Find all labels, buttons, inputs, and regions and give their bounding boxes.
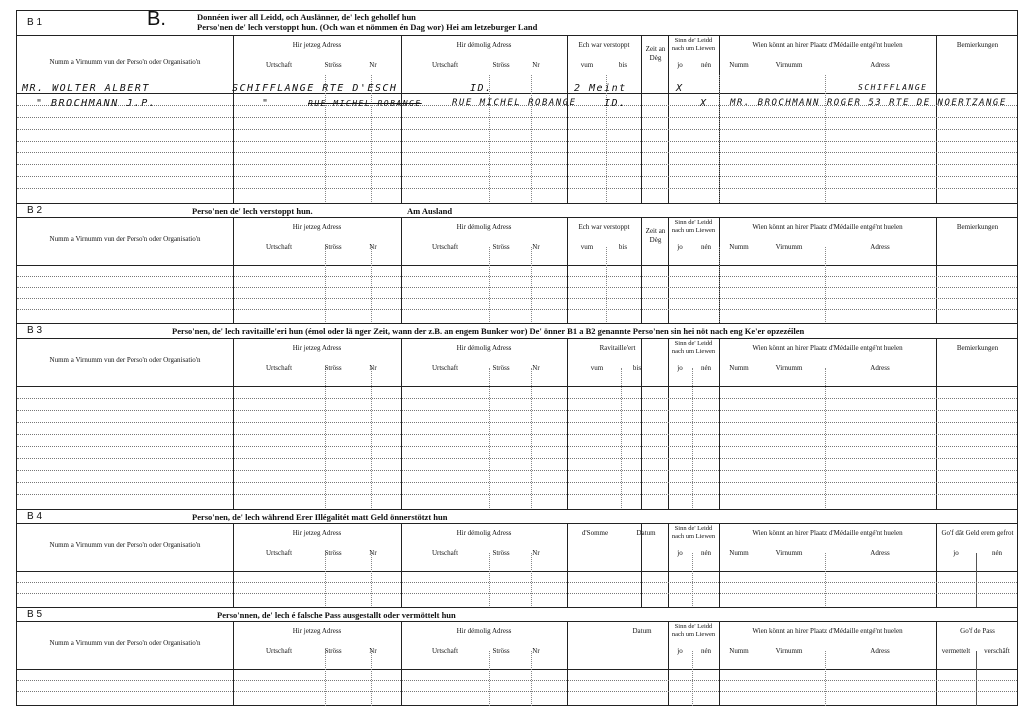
handwritten-entry: " BROCHMANN J.P. (36, 98, 157, 109)
column-rule (936, 338, 937, 510)
sub-column-rule (371, 75, 372, 204)
medal-label: Wien könnt an hirer Plaatz d'Médaille entgé'nt huelen (752, 41, 903, 49)
time-label: Zeit an Dèg (645, 45, 666, 62)
row-rule (17, 593, 1017, 594)
number-label: Nr (532, 647, 540, 655)
sub-column-rule (371, 247, 372, 324)
place-label: Urtschaft (431, 364, 459, 372)
street-label: Ströss (492, 647, 510, 655)
sub-column-rule (531, 553, 532, 608)
old-address-label: Hir démolig Adress (456, 344, 512, 352)
firstname-label: Virnumm (775, 61, 803, 69)
number-label: Nr (532, 364, 540, 372)
sub-column-rule (531, 247, 532, 324)
passport-label: Go'f de Pass (960, 627, 995, 635)
sub-column-rule (719, 75, 720, 204)
medal-label: Wien könnt an hirer Plaatz d'Médaille entgé'nt huelen (752, 223, 903, 231)
surname-label: Numm (729, 647, 749, 655)
address-label: Adress (870, 549, 890, 557)
no-label: nén (700, 647, 712, 655)
column-rule (233, 217, 234, 324)
b5-section (16, 607, 1018, 706)
yes-label: jo (677, 549, 683, 557)
remarks-label: Bemierkungen (956, 344, 999, 352)
sub-column-rule (621, 368, 622, 510)
row-rule (17, 176, 1017, 177)
surname-label: Numm (729, 364, 749, 372)
old-address-label: Hir démolig Adress (456, 223, 512, 231)
row-rule (17, 298, 1017, 299)
medal-label: Wien könnt an hirer Plaatz d'Médaille entgé'nt huelen (752, 627, 903, 635)
column-rule (567, 621, 568, 706)
row-rule (17, 494, 1017, 495)
sub-column-rule (489, 75, 490, 204)
name-column-label: Numm a Virnumm vun der Perso'n oder Organisatio'n (49, 58, 201, 66)
column-rule (936, 35, 937, 204)
firstname-label: Virnumm (775, 243, 803, 251)
row-rule (17, 309, 1017, 310)
mediated-label: vermettelt (941, 647, 971, 655)
no-label: nén (700, 61, 712, 69)
sub-column-rule (606, 75, 607, 204)
section-code: B 3 (27, 325, 43, 336)
medal-label: Wien könnt an hirer Plaatz d'Médaille entgé'nt huelen (752, 529, 903, 537)
alive-label: Sinn de' Leidd nach um Liewen (671, 623, 716, 638)
sub-column-rule (489, 368, 490, 510)
handwritten-entry: 2 Meint (574, 83, 627, 94)
remarks-label: Bemierkungen (956, 223, 999, 231)
sub-column-rule (976, 651, 977, 706)
street-label: Ströss (324, 61, 342, 69)
street-label: Ströss (324, 364, 342, 372)
sub-column-rule (531, 75, 532, 204)
sub-column-rule (976, 553, 977, 608)
no-label: nén (700, 364, 712, 372)
row-rule (17, 458, 1017, 459)
row-rule (17, 691, 1017, 692)
place-label: Urtschaft (265, 647, 293, 655)
sub-column-rule (692, 553, 693, 608)
alive-label: Sinn de' Leidd nach um Liewen (671, 219, 716, 234)
b5-title: Perso'nnen, de' lech é falsche Pass ausgestallt oder vermöttelt hun (217, 610, 456, 620)
surname-label: Numm (729, 243, 749, 251)
sub-column-rule (325, 368, 326, 510)
row-rule (17, 129, 1017, 130)
column-rule (567, 217, 568, 324)
sub-column-rule (531, 651, 532, 706)
row-rule (17, 680, 1017, 681)
section-header-rule (17, 621, 1017, 622)
until-label: bis (618, 243, 628, 251)
street-label: Ströss (492, 549, 510, 557)
row-rule (17, 398, 1017, 399)
sub-column-rule (371, 553, 372, 608)
name-column-label: Numm a Virnumm vun der Perso'n oder Organisatio'n (49, 541, 201, 549)
alive-label: Sinn de' Leidd nach um Liewen (671, 340, 716, 355)
number-label: Nr (369, 647, 377, 655)
number-label: Nr (369, 61, 377, 69)
street-label: Ströss (324, 549, 342, 557)
row-rule (17, 164, 1017, 165)
b2-title: Perso'nen de' lech verstoppt hun. (192, 206, 313, 216)
handwritten-entry: ID. (470, 83, 493, 94)
from-label: vum (590, 364, 604, 372)
address-label: Adress (870, 647, 890, 655)
until-label: bis (618, 61, 628, 69)
address-label: Adress (870, 243, 890, 251)
supplied-label: Ravitaille'ert (599, 344, 636, 352)
street-label: Ströss (324, 243, 342, 251)
number-label: Nr (369, 364, 377, 372)
sub-column-rule (325, 651, 326, 706)
sub-column-rule (489, 651, 490, 706)
row-rule (17, 152, 1017, 153)
firstname-label: Virnumm (775, 364, 803, 372)
sub-column-rule (692, 651, 693, 706)
alive-label: Sinn de' Leidd nach um Liewen (671, 37, 716, 52)
b1-title: Donnéen iwer all Leidd, och Auslänner, de' lech gehollef hun (197, 12, 416, 22)
row-rule (17, 422, 1017, 423)
place-label: Urtschaft (431, 549, 459, 557)
remarks-label: Bemierkungen (956, 41, 999, 49)
b4-title: Perso'nen, de' lech während Erer Illégalitét matt Geld önnerstötzt hun (192, 512, 448, 522)
address-label: Adress (870, 61, 890, 69)
section-code: B 2 (27, 204, 43, 216)
sub-column-rule (489, 247, 490, 324)
current-address-label: Hir jetzeg Adress (292, 344, 342, 352)
sub-column-rule (325, 247, 326, 324)
place-label: Urtschaft (431, 243, 459, 251)
section-code: B 4 (27, 510, 43, 522)
b3-section (16, 323, 1018, 510)
yes-label: jo (677, 647, 683, 655)
date-label: Datum (636, 529, 656, 537)
hidden-label: Ech war verstoppt (578, 223, 630, 231)
place-label: Urtschaft (265, 364, 293, 372)
yes-label: jo (677, 61, 683, 69)
column-rule (401, 217, 402, 324)
current-address-label: Hir jetzeg Adress (292, 41, 342, 49)
form-letter: B. (147, 8, 166, 30)
from-label: vum (580, 243, 594, 251)
no-label: nén (700, 549, 712, 557)
street-label: Ströss (324, 647, 342, 655)
handwritten-entry: MR. WOLTER ALBERT (22, 83, 150, 94)
section-code: B 1 (27, 17, 43, 28)
medal-label: Wien könnt an hirer Plaatz d'Médaille entgé'nt huelen (752, 344, 903, 352)
sub-column-rule (825, 75, 826, 204)
sub-column-rule (531, 368, 532, 510)
yes-label: jo (677, 243, 683, 251)
sub-column-rule (825, 651, 826, 706)
row-rule (17, 470, 1017, 471)
handwritten-entry: " (262, 98, 270, 109)
handwritten-entry: RUE MICHEL ROBANGE (452, 98, 577, 108)
current-address-label: Hir jetzeg Adress (292, 627, 342, 635)
no-label: nén (700, 243, 712, 251)
b3-title: Perso'nen, de' lech ravitaille'eri hun (émol oder lä nger Zeit, wann der z.B. an engem Bunker wor) De' önner B1 a B2 genannte Perso'nen sin hei nöt nach eng Ke'er opzezéilen (172, 326, 805, 336)
street-label: Ströss (492, 364, 510, 372)
handwritten-entry: SCHIFFLANGE RTE D'ESCH (232, 83, 398, 94)
b1-subtitle: Perso'nen de' lech verstoppt hun. (Och wan et nömmen én Dag wor) Hei am letzeburger Land (197, 22, 538, 32)
place-label: Urtschaft (265, 243, 293, 251)
name-column-label: Numm a Virnumm vun der Perso'n oder Organisatio'n (49, 639, 201, 647)
old-address-label: Hir démolig Adress (456, 41, 512, 49)
column-header-rule (17, 386, 1017, 387)
place-label: Urtschaft (265, 549, 293, 557)
section-header-rule (17, 35, 1017, 36)
column-header-rule (17, 93, 1017, 94)
number-label: Nr (532, 61, 540, 69)
handwritten-entry: RUE MICHEL ROBANGE (308, 99, 422, 108)
time-label: Zeit an Dèg (645, 227, 666, 244)
firstname-label: Virnumm (775, 647, 803, 655)
row-rule (17, 410, 1017, 411)
sub-column-rule (692, 368, 693, 510)
number-label: Nr (532, 243, 540, 251)
yes-label: jo (677, 364, 683, 372)
sum-label: d'Somme (581, 529, 609, 537)
section-header-rule (17, 338, 1017, 339)
yes-label: jo (953, 549, 959, 557)
name-column-label: Numm a Virnumm vun der Perso'n oder Organisatio'n (49, 356, 201, 364)
row-rule (17, 287, 1017, 288)
until-label: bis (632, 364, 642, 372)
column-header-rule (17, 669, 1017, 670)
street-label: Ströss (492, 243, 510, 251)
row-rule (17, 141, 1017, 142)
row-rule (17, 446, 1017, 447)
column-header-rule (17, 571, 1017, 572)
sub-column-rule (325, 75, 326, 204)
row-rule (17, 582, 1017, 583)
current-address-label: Hir jetzeg Adress (292, 529, 342, 537)
b4-section (16, 509, 1018, 608)
street-label: Ströss (492, 61, 510, 69)
old-address-label: Hir démolig Adress (456, 529, 512, 537)
from-label: vum (580, 61, 594, 69)
handwritten-entry: ID. (604, 98, 627, 109)
handwritten-entry: X (676, 83, 684, 94)
current-address-label: Hir jetzeg Adress (292, 223, 342, 231)
sub-column-rule (825, 247, 826, 324)
no-label: nén (991, 549, 1003, 557)
sub-column-rule (489, 553, 490, 608)
number-label: Nr (369, 243, 377, 251)
row-rule (17, 188, 1017, 189)
place-label: Urtschaft (431, 647, 459, 655)
sub-column-rule (606, 247, 607, 324)
place-label: Urtschaft (431, 61, 459, 69)
row-rule (17, 117, 1017, 118)
hidden-label: Ech war verstoppt (578, 41, 630, 49)
place-label: Urtschaft (265, 61, 293, 69)
sub-column-rule (825, 368, 826, 510)
sub-column-rule (371, 368, 372, 510)
row-rule (17, 482, 1017, 483)
section-header-rule (17, 217, 1017, 218)
alive-label: Sinn de' Leidd nach um Liewen (671, 525, 716, 540)
sub-column-rule (825, 553, 826, 608)
row-rule (17, 434, 1017, 435)
handwritten-entry: SCHIFFLANGE (858, 83, 928, 92)
b2-section (16, 203, 1018, 324)
b2-title-location: Am Ausland (407, 206, 453, 216)
surname-label: Numm (729, 549, 749, 557)
money-asked-label: Go'f dât Geld erem gefrot (941, 529, 1014, 537)
name-column-label: Numm a Virnumm vun der Perso'n oder Organisatio'n (49, 235, 201, 243)
row-rule (17, 276, 1017, 277)
address-label: Adress (870, 364, 890, 372)
sub-column-rule (719, 247, 720, 324)
surname-label: Numm (729, 61, 749, 69)
number-label: Nr (532, 549, 540, 557)
sub-column-rule (325, 553, 326, 608)
column-rule (936, 217, 937, 324)
date-label: Datum (632, 627, 652, 635)
firstname-label: Virnumm (775, 549, 803, 557)
section-code: B 5 (27, 608, 43, 620)
provided-label: verschâft (984, 647, 1010, 655)
number-label: Nr (369, 549, 377, 557)
sub-column-rule (371, 651, 372, 706)
handwritten-entry: MR. BROCHMANN ROGER 53 RTE DE NOERTZANGE (730, 98, 1007, 108)
old-address-label: Hir démolig Adress (456, 627, 512, 635)
column-header-rule (17, 265, 1017, 266)
section-header-rule (17, 523, 1017, 524)
handwritten-entry: X (700, 98, 708, 109)
